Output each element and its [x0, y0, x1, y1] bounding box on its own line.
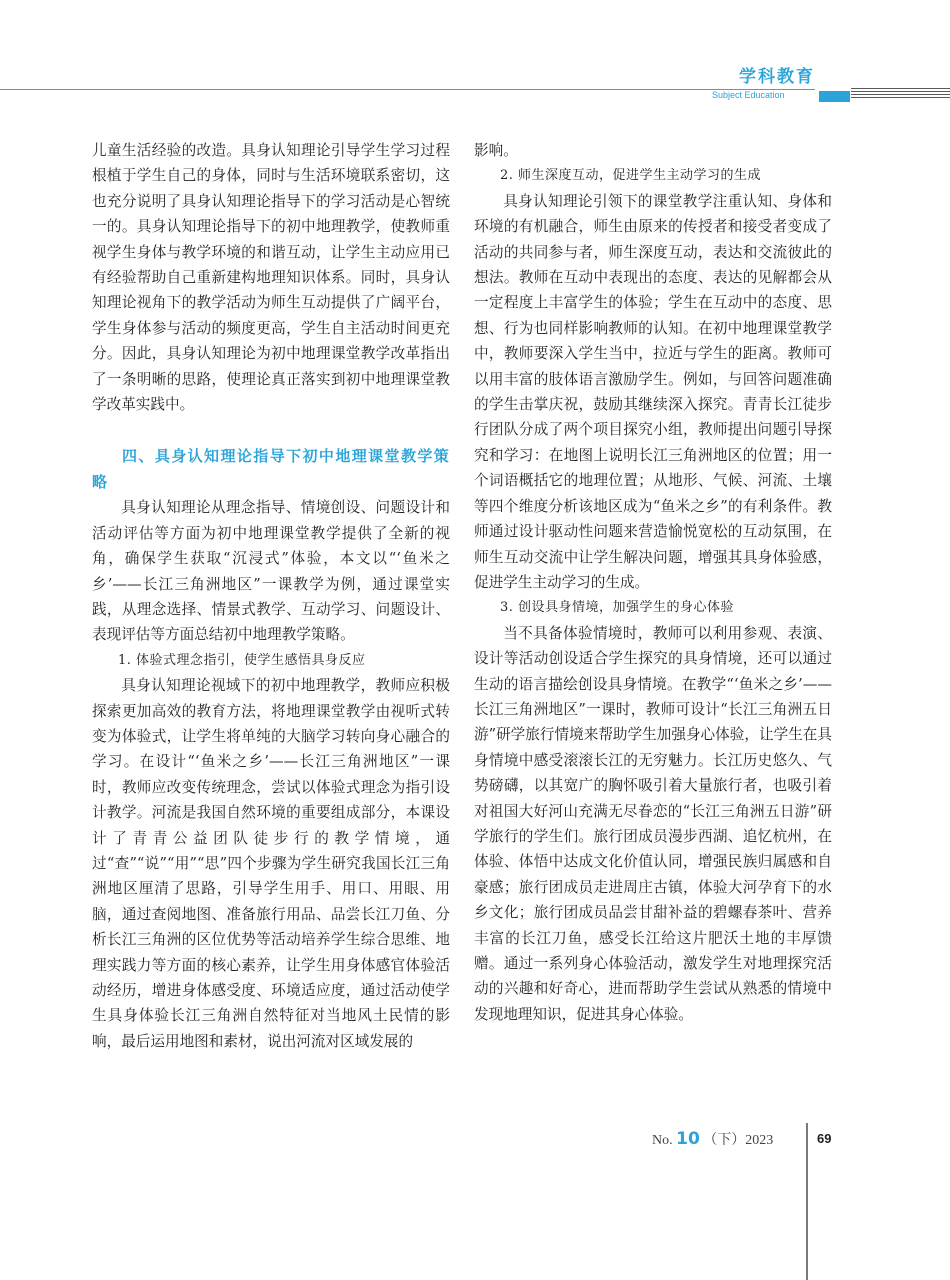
subheading: 2. 师生深度互动，促进学生主动学习的生成: [500, 168, 762, 184]
section-subtitle: Subject Education: [712, 90, 785, 100]
section-heading: 四、具身认知理论指导下初中地理课堂教学策略: [92, 447, 450, 491]
footer-bar: [806, 1123, 808, 1280]
page-number: 69: [817, 1131, 832, 1146]
paragraph: 具身认知理论视域下的初中地理教学，教师应积极探索更加高效的教育方法，将地理课堂教学由视听式转变为体验式，让学生将单纯的大脑学习转向身心融合的学习。在设计“‘鱼米之乡’——长江三角洲地区”一课时，教师应改变传统理念，尝试以体验式理念为指引设计教学。河流是我国自然环境的重要组成部分，本课设计了青青公益团队徒步行的教学情境，通过“查”“说”“用”“思”四个步骤为学生研究我国长江三角洲地区厘清了思路，引导学生用手、用口、用眼、用脑，通过查阅地图、准备旅行用品、品尝长江刀鱼、分析长江三角洲的区位优势等活动培养学生综合思维、地理实践力等方面的核心素养，让学生用身体感官体验活动经历，增进身体感受度、环境适应度，通过活动使学生具身体验长江三角洲自然特征对当地风土民情的影响，最后运用地图和素材，说出河流对区域发展的: [92, 677, 450, 1050]
paragraph: 具身认知理论引领下的课堂教学注重认知、身体和环境的有机融合，师生由原来的传授者和接受者变成了活动的共同参与者，师生深度互动，表达和交流彼此的想法。教师在互动中表现出的态度、表达的见解都会从一定程度上丰富学生的体验；学生在互动中的态度、思想、行为也同样影响教师的认知。在初中地理课堂教学中，教师要深入学生当中，拉近与学生的距离。教师可以用丰富的肢体语言激励学生。例如，与回答问题准确的学生击掌庆祝，鼓励其继续深入探究。青青长江徒步行团队分成了两个项目探究小组，教师提出问题引导探究和学习：在地图上说明长江三角洲地区的位置；用一个词语概括它的地理位置；从地形、气候、河流、土壤等四个维度分析该地区成为“鱼米之乡”的有利条件。教师通过设计驱动性问题来营造愉悦宽松的互动氛围，在师生互动交流中让学生解决问题，增强其具身体验感，促进学生主动学习的生成。: [474, 192, 832, 591]
issue-prefix: No.: [652, 1133, 673, 1148]
issue-number: 10: [676, 1129, 700, 1149]
right-column: [474, 138, 832, 1027]
issue-info: [652, 1129, 773, 1149]
left-column: [92, 138, 450, 1054]
paragraph: 影响。: [474, 142, 518, 159]
issue-suffix: （下）2023: [703, 1133, 774, 1148]
header-rule: [0, 89, 815, 90]
paragraph: 具身认知理论从理念指导、情境创设、问题设计和活动评估等方面为初中地理课堂教学提供了全新的视角，确保学生获取“沉浸式”体验，本文以“‘鱼米之乡’——长江三角洲地区”一课教学为例，通过课堂实践，从理念选择、情景式教学、互动学习、问题设计、表现评估等方面总结初中地理教学策略。: [92, 499, 450, 644]
section-title: 学科教育: [739, 67, 815, 87]
subheading: 1. 体验式理念指引，使学生感悟具身反应: [118, 652, 366, 668]
header-accent-block: [819, 91, 850, 102]
subheading: 3. 创设具身情境，加强学生的身心体验: [500, 600, 735, 616]
paragraph: 儿童生活经验的改造。具身认知理论引导学生学习过程根植于学生自己的身体，同时与生活环境联系密切，这也充分说明了具身认知理论指导下的学习活动是心智统一的。具身认知理论指导下的初中地理教学，使教师重视学生身体与教学环境的和谐互动，让学生主动应用已有经验帮助自己重新建构地理知识体系。同时，具身认知理论视角下的教学活动为师生互动提供了广阔平台，学生身体参与活动的频度更高，学生自主活动时间更充分。因此，具身认知理论为初中地理课堂教学改革指出了一条明晰的思路，使理论真正落实到初中地理课堂教学改革实践中。: [92, 142, 450, 414]
paragraph: 当不具备体验情境时，教师可以利用参观、表演、设计等活动创设适合学生探究的具身情境，还可以通过生动的语言描绘创设具身情境。在教学“‘鱼米之乡’——长江三角洲地区”一课时，教师可设计“长江三角洲五日游”研学旅行情境来帮助学生加强身心体验，让学生在具身情境中感受滚滚长江的无穷魅力。长江历史悠久、气势磅礴，以其宽广的胸怀吸引着大量旅行者，也吸引着对祖国大好河山充满无尽眷恋的“长江三角洲五日游”研学旅行的学生们。旅行团成员漫步西湖、追忆杭州，在体验、体悟中达成文化价值认同，增强民族归属感和自豪感；旅行团成员走进周庄古镇，体验大河孕育下的水乡文化；旅行团成员品尝甘甜补益的碧螺春茶叶、营养丰富的长江刀鱼，感受长江给这片肥沃土地的丰厚馈赠。通过一系列身心体验活动，激发学生对地理探究活动的兴趣和好奇心，进而帮助学生尝试从熟悉的情境中发现地理知识，促进其身心体验。: [474, 624, 832, 1023]
header-stripes: [851, 88, 950, 100]
